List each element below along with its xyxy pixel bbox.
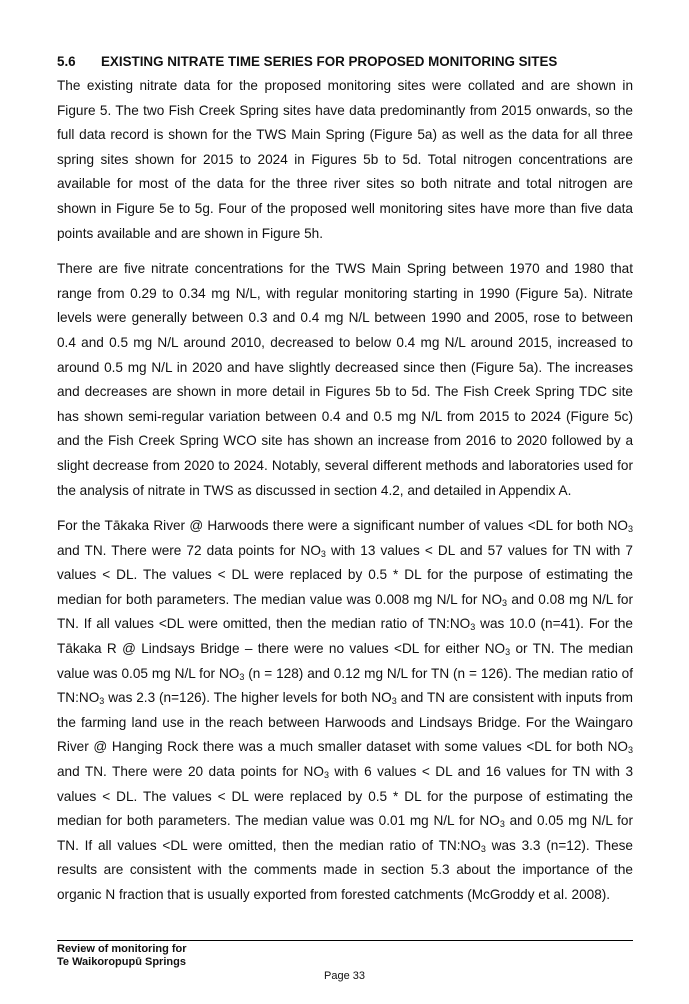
section-title: EXISTING NITRATE TIME SERIES FOR PROPOSED MONITORING SITES: [101, 54, 558, 69]
section-heading: [57, 52, 633, 72]
text-run: For the Tākaka River @ Harwoods there were a significant number of values <DL for both NO: [57, 518, 628, 534]
text-run: was 3.3 (n=12). These results are consistent with the comments made in section 5.3 about the importance of the organic N fraction that is usually exported from forested catchments (McGroddy et al. 2008).: [57, 837, 633, 902]
subscript: 3: [470, 622, 476, 633]
text-run: with 13 values < DL and 57 values for TN with 7 values < DL. The values < DL were replaced by 0.5 * DL for the purpose of estimating the median for both parameters. The median value was 0.008 mg N/L for NO: [57, 542, 633, 607]
footer-divider: [57, 940, 633, 941]
text-run: was 10.0 (n=41). For the Tākaka R @ Lindsays Bridge – there were no values <DL for either NO: [57, 616, 633, 657]
document-body: [57, 52, 633, 919]
subscript: 3: [239, 671, 245, 682]
paragraph-2: [57, 257, 633, 503]
text-run: (n = 128) and 0.12 mg N/L for TN (n = 126). The median ratio of TN:NO: [57, 665, 634, 706]
subscript: 3: [627, 524, 633, 535]
footer-title-line-1: Review of monitoring for: [57, 943, 187, 955]
footer-document-title: [57, 943, 187, 969]
subscript: 3: [391, 696, 397, 707]
subscript: 3: [323, 770, 329, 781]
text-run: The existing nitrate data for the proposed monitoring sites were collated and are shown in Figure 5. The two Fish Creek Spring sites have data predominantly from 2015 onwards, so the full data record is shown for the TWS Main Spring (Figure 5a) as well as the data for all three spring sites shown for 2015 to 2024 in Figures 5b to 5d. Total nitrogen concentrations are available for most of the data for the three river sites so both nitrate and total nitrogen are shown in Figure 5e to 5g. Four of the proposed well monitoring sites have more than five data points available and are shown in Figure 5h.: [57, 78, 633, 241]
subscript: 3: [320, 548, 326, 559]
footer-title-line-2: Te Waikoropupū Springs: [57, 956, 186, 968]
text-run: and TN. There were 20 data points for NO: [57, 764, 324, 780]
subscript: 3: [99, 696, 105, 707]
text-run: and TN. There were 72 data points for NO: [57, 542, 321, 558]
subscript: 3: [505, 647, 511, 658]
paragraph-1: [57, 74, 633, 246]
text-run: was 2.3 (n=126). The higher levels for both NO: [104, 690, 392, 706]
text-run: or TN. The median value was 0.05 mg N/L for NO: [57, 641, 634, 681]
text-run: with 6 values < DL and 16 values for TN with 3 values < DL. The values < DL were replaced by 0.5 * DL for the purpose of estimating the median for both parameters. The median value was 0.01 mg N/L for NO: [57, 764, 633, 829]
page-number: Page 33: [324, 970, 365, 982]
subscript: 3: [502, 597, 508, 608]
text-run: and 0.08 mg N/L for TN. If all values <DL were omitted, then the median ratio of TN:NO: [57, 591, 633, 632]
text-run: There are five nitrate concentrations for the TWS Main Spring between 1970 and 1980 that range from 0.29 to 0.34 mg N/L, with regular monitoring starting in 1990 (Figure 5a). Nitrate levels were generally between 0.3 and 0.4 mg N/L between 1990 and 2005, rose to between 0.4 and 0.5 mg N/L around 2010, decreased to below 0.4 mg N/L around 2015, increased to around 0.5 mg N/L in 2020 and have slightly decreased since then (Figure 5a). The increases and decreases are shown in more detail in Figures 5b to 5d. The Fish Creek Spring TDC site has shown semi-regular variation between 0.4 and 0.5 mg N/L from 2015 to 2024 (Figure 5c) and the Fish Creek Spring WCO site has shown an increase from 2016 to 2020 followed by a slight decrease from 2020 to 2024. Notably, several different methods and laboratories used for the analysis of nitrate in TWS as discussed in section 4.2, and detailed in Appendix A.: [57, 261, 633, 498]
text-run: and TN are consistent with inputs from the farming land use in the reach between Harwoods and Lindsays Bridge. For the Waingaro River @ Hanging Rock there was a much smaller dataset with some values <DL for both NO: [57, 690, 633, 755]
section-number: 5.6: [57, 54, 76, 69]
text-run: and 0.05 mg N/L for TN. If all values <DL were omitted, then the median ratio of TN:NO: [57, 813, 634, 853]
subscript: 3: [627, 745, 633, 756]
subscript: 3: [499, 819, 505, 830]
paragraph-3: [57, 514, 633, 908]
subscript: 3: [480, 843, 486, 854]
